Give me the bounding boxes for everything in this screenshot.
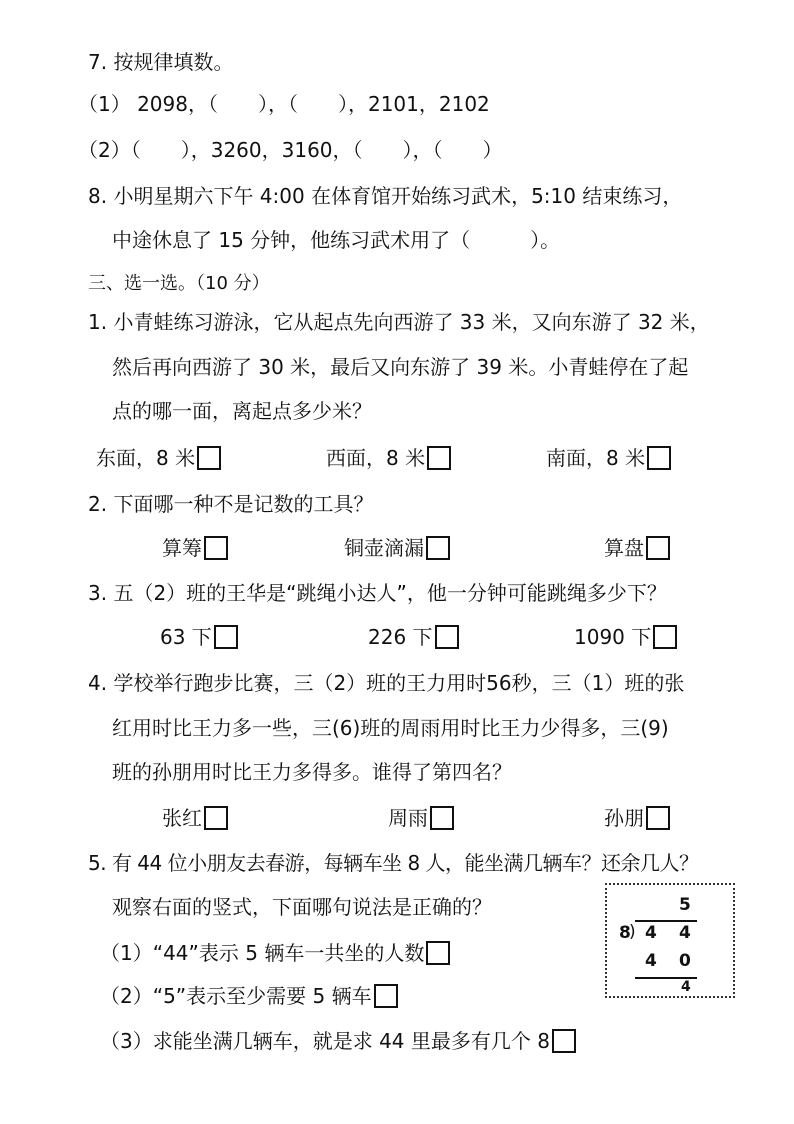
c1-option-b[interactable] (326, 444, 451, 472)
dividend-tens: 4 (645, 923, 657, 943)
c4-line2: 红用时比王力多一些，三(6)班的周雨用时比王力少得多，三(9) (112, 716, 669, 740)
answer-checkbox[interactable] (204, 806, 228, 830)
c1-option-c[interactable] (546, 444, 671, 472)
answer-checkbox[interactable] (427, 446, 451, 470)
c4-option-a[interactable] (162, 804, 228, 832)
answer-checkbox[interactable] (426, 536, 450, 560)
answer-checkbox[interactable] (435, 625, 459, 649)
c1-line3: 点的哪一面，离起点多少米？ (112, 399, 372, 423)
c1-line1: 1. 小青蛙练习游泳，它从起点先向西游了 33 米，又向东游了 32 米， (88, 310, 710, 334)
q8-line2: 中途休息了 15 分钟，他练习武术用了（ ）。 (112, 228, 561, 252)
option-label: （1）“44”表示 5 辆车一共坐的人数 (100, 941, 425, 965)
q7-title: 7. 按规律填数。 (88, 50, 234, 74)
c4-line3: 班的孙朋用时比王力多得多。谁得了第四名？ (112, 760, 512, 784)
answer-checkbox[interactable] (430, 806, 454, 830)
c3-option-c[interactable] (574, 623, 677, 651)
divisor: 8 (619, 923, 631, 943)
option-label: 226 下 (368, 625, 433, 649)
c2-option-c[interactable] (604, 534, 670, 562)
answer-checkbox[interactable] (647, 446, 671, 470)
answer-checkbox[interactable] (552, 1029, 576, 1053)
answer-checkbox[interactable] (204, 536, 228, 560)
answer-checkbox[interactable] (374, 984, 398, 1008)
option-label: 西面，8 米 (326, 446, 426, 470)
q7-line2: （2）（ ），3260，3160，（ ），（ ） (78, 138, 503, 162)
c3-option-b[interactable] (368, 623, 459, 651)
quotient: 5 (679, 895, 691, 915)
c1-line2: 然后再向西游了 30 米，最后又向东游了 39 米。小青蛙停在了起 (112, 355, 689, 379)
option-label: 算筹 (162, 536, 202, 560)
division-bar (635, 920, 697, 922)
option-label: 算盘 (604, 536, 644, 560)
answer-checkbox[interactable] (426, 941, 450, 965)
c5-line2: 观察右面的竖式，下面哪句说法是正确的？ (112, 895, 492, 919)
option-label: 张红 (162, 806, 202, 830)
dividend-ones: 4 (679, 923, 691, 943)
c5-line1: 5. 有 44 位小朋友去春游，每辆车坐 8 人，能坐满几辆车？还余几人？ (88, 851, 699, 875)
answer-checkbox[interactable] (214, 625, 238, 649)
product-ones: 0 (679, 951, 691, 971)
option-label: （2）“5”表示至少需要 5 辆车 (100, 984, 372, 1008)
product-tens: 4 (645, 951, 657, 971)
c3-line1: 3. 五（2）班的王华是“跳绳小达人”，他一分钟可能跳绳多少下？ (88, 581, 667, 605)
c3-option-a[interactable] (160, 623, 238, 651)
option-label: 孙朋 (604, 806, 644, 830)
division-bracket: ) (629, 922, 636, 942)
c5-option-2[interactable] (100, 982, 398, 1010)
c5-option-3[interactable] (100, 1027, 576, 1055)
c2-line1: 2. 下面哪一种不是记数的工具？ (88, 492, 374, 516)
c4-option-c[interactable] (604, 804, 670, 832)
answer-checkbox[interactable] (197, 446, 221, 470)
c5-option-1[interactable] (100, 939, 450, 967)
remainder: 4 (681, 979, 691, 995)
q8-line1: 8. 小明星期六下午 4:00 在体育馆开始练习武术，5:10 结束练习， (88, 184, 683, 208)
answer-checkbox[interactable] (653, 625, 677, 649)
c1-option-a[interactable] (96, 444, 221, 472)
option-label: 周雨 (388, 806, 428, 830)
option-label: 1090 下 (574, 625, 652, 649)
answer-checkbox[interactable] (646, 806, 670, 830)
option-label: （3）求能坐满几辆车，就是求 44 里最多有几个 8 (100, 1029, 550, 1053)
option-label: 铜壶滴漏 (344, 536, 424, 560)
option-label: 南面，8 米 (546, 446, 646, 470)
answer-checkbox[interactable] (646, 536, 670, 560)
c4-line1: 4. 学校举行跑步比赛，三（2）班的王力用时56秒，三（1）班的张 (88, 671, 685, 695)
option-label: 63 下 (160, 625, 212, 649)
q7-line1: （1） 2098，（ ），（ ），2101，2102 (78, 92, 490, 116)
option-label: 东面，8 米 (96, 446, 196, 470)
long-division-figure (605, 883, 735, 998)
section-heading: 三、选一选。（10 分） (88, 273, 270, 294)
c2-option-a[interactable] (162, 534, 228, 562)
c2-option-b[interactable] (344, 534, 450, 562)
c4-option-b[interactable] (388, 804, 454, 832)
